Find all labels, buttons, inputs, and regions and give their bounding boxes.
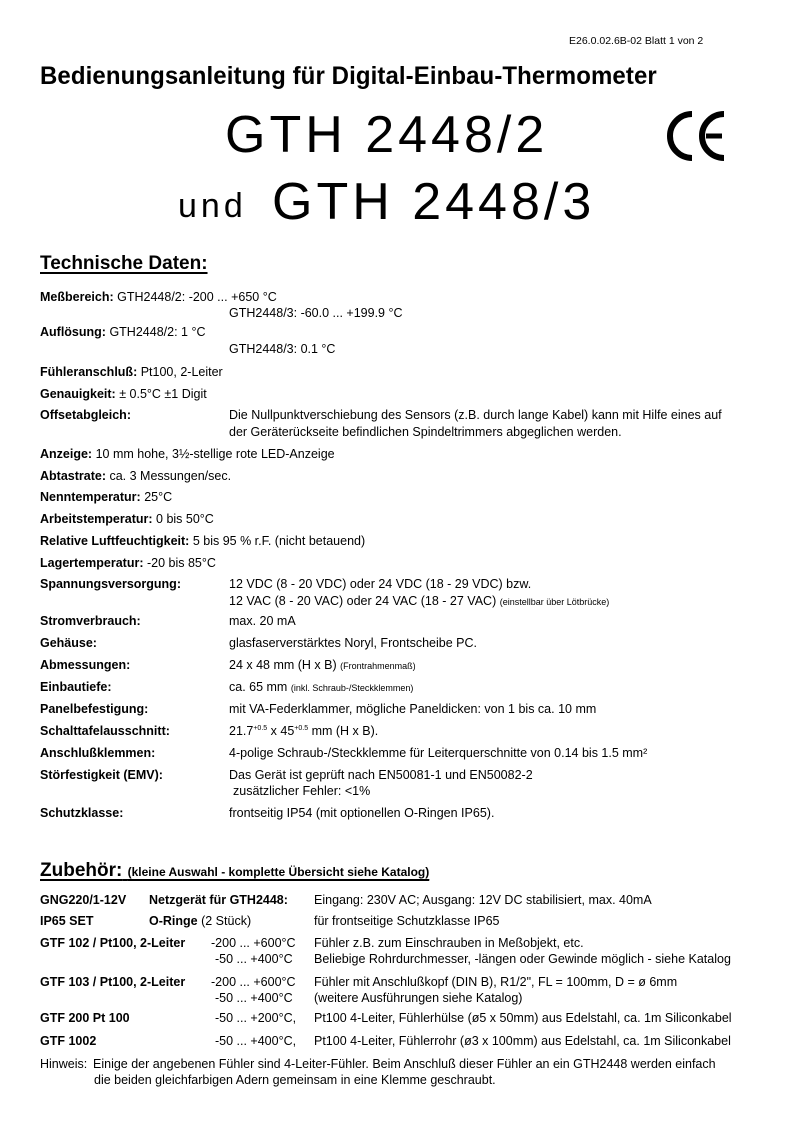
spec-relative-humidity bbox=[40, 534, 365, 548]
spec-power-supply-value-1: 12 VDC (8 - 20 VDC) oder 24 VDC (18 - 29 VDC) bzw. bbox=[229, 577, 532, 591]
spec-emc-label: Störfestigkeit (EMV): bbox=[40, 768, 163, 782]
spec-offset-label bbox=[40, 408, 131, 422]
spec-value: 10 mm hohe, 3½-stellige rote LED-Anzeige bbox=[95, 447, 335, 461]
spec-value: 12 VAC (8 - 20 VAC) oder 24 VAC (18 - 27 VAC) bbox=[229, 594, 497, 608]
spec-protection-class-value: frontseitig IP54 (mit optionellen O-Ringen IP65). bbox=[229, 806, 495, 820]
spec-installation-depth-label: Einbautiefe: bbox=[40, 680, 112, 694]
spec-label: Arbeitstemperatur: bbox=[40, 512, 153, 526]
spec-storage-temperature bbox=[40, 556, 216, 570]
section-heading-technical-data: Technische Daten: bbox=[40, 253, 208, 274]
spec-value: mm (H x B). bbox=[308, 724, 379, 738]
accessory-description: Pt100 4-Leiter, Fühlerhülse (ø5 x 50mm) aus Edelstahl, ca. 1m Siliconkabel bbox=[314, 1011, 732, 1025]
heading-subtitle: (kleine Auswahl - komplette Übersicht siehe Katalog) bbox=[127, 865, 430, 879]
spec-value: 0 bis 50°C bbox=[156, 512, 214, 526]
spec-panel-cutout-label: Schalttafelausschnitt: bbox=[40, 724, 170, 738]
spec-label: Relative Luftfeuchtigkeit: bbox=[40, 534, 190, 548]
accessory-description: Pt100 4-Leiter, Fühlerrohr (ø3 x 100mm) aus Edelstahl, ca. 1m Siliconkabel bbox=[314, 1034, 731, 1048]
section-heading-accessories bbox=[40, 860, 429, 882]
spec-label: Fühleranschluß: bbox=[40, 365, 138, 379]
spec-offset-value-2: der Geräterückseite befindlichen Spindeltrimmers abgeglichen werden. bbox=[229, 425, 622, 439]
note-text-1: Einige der angebenen Fühler sind 4-Leiter-Fühler. Beim Anschluß dieser Fühler an ein GTH2448 werden einfach bbox=[93, 1057, 716, 1071]
spec-value: 25°C bbox=[144, 490, 173, 504]
spec-label: Anzeige: bbox=[40, 447, 93, 461]
spec-value: Pt100, 2-Leiter bbox=[140, 365, 223, 379]
spec-note: (einstellbar über Lötbrücke) bbox=[499, 597, 610, 607]
accessory-description: Beliebige Rohrdurchmesser, -längen oder Gewinde möglich - siehe Katalog bbox=[314, 952, 731, 966]
spec-power-supply-label: Spannungsversorgung: bbox=[40, 577, 181, 591]
ce-mark-icon bbox=[664, 110, 728, 162]
spec-housing-value: glasfaserverstärktes Noryl, Frontscheibe PC. bbox=[229, 636, 478, 650]
tolerance: +0.5 bbox=[253, 725, 268, 732]
spec-value: 21.7 bbox=[229, 724, 254, 738]
spec-resolution-2: GTH2448/3: 0.1 °C bbox=[229, 342, 336, 356]
spec-value: 24 x 48 mm (H x B) bbox=[229, 658, 337, 672]
spec-label: Auflösung: bbox=[40, 325, 106, 339]
spec-emc-value-1: Das Gerät ist geprüft nach EN50081-1 und EN50082-2 bbox=[229, 768, 533, 782]
spec-note: (inkl. Schraub-/Steckklemmen) bbox=[290, 683, 414, 693]
spec-label: Abtastrate: bbox=[40, 469, 106, 483]
note-label: Hinweis: bbox=[40, 1057, 88, 1071]
accessory-code: GTF 102 / Pt100, 2-Leiter bbox=[40, 936, 186, 950]
spec-offset-value-1: Die Nullpunktverschiebung des Sensors (z.B. durch lange Kabel) kann mit Hilfe eines auf bbox=[229, 408, 722, 422]
spec-dimensions-label: Abmessungen: bbox=[40, 658, 131, 672]
spec-sensor-connection bbox=[40, 365, 223, 379]
spec-power-supply-value-2 bbox=[229, 594, 609, 608]
document-reference: E26.0.02.6B-02 Blatt 1 von 2 bbox=[569, 35, 704, 47]
accessory-range: -50 ... +400°C bbox=[215, 952, 293, 966]
spec-value: ± 0.5°C ±1 Digit bbox=[119, 387, 207, 401]
spec-label: Offsetabgleich: bbox=[40, 408, 131, 422]
spec-value: GTH2448/2: -200 ... +650 °C bbox=[117, 290, 277, 304]
accessory-name bbox=[149, 914, 251, 928]
spec-label: Meßbereich: bbox=[40, 290, 114, 304]
accessory-description: für frontseitige Schutzklasse IP65 bbox=[314, 914, 500, 928]
spec-protection-class-label: Schutzklasse: bbox=[40, 806, 124, 820]
accessory-code: GTF 103 / Pt100, 2-Leiter bbox=[40, 975, 186, 989]
spec-measuring-range bbox=[40, 290, 277, 304]
spec-emc-value-2: zusätzlicher Fehler: <1% bbox=[233, 784, 371, 798]
spec-panel-mounting-label: Panelbefestigung: bbox=[40, 702, 149, 716]
spec-operating-temperature bbox=[40, 512, 214, 526]
accessory-code: GNG220/1-12V bbox=[40, 893, 127, 907]
spec-housing-label: Gehäuse: bbox=[40, 636, 97, 650]
spec-nominal-temperature bbox=[40, 490, 172, 504]
accessory-range: -200 ... +600°C bbox=[211, 975, 296, 989]
spec-accuracy bbox=[40, 387, 207, 401]
spec-label: Genauigkeit: bbox=[40, 387, 116, 401]
accessory-code: IP65 SET bbox=[40, 914, 94, 928]
model-title-conjunction: und bbox=[178, 187, 247, 225]
tolerance: +0.5 bbox=[294, 725, 309, 732]
spec-label: Lagertemperatur: bbox=[40, 556, 144, 570]
model-title-2: GTH 2448/3 bbox=[272, 173, 596, 231]
spec-sample-rate bbox=[40, 469, 231, 483]
spec-power-consumption-value: max. 20 mA bbox=[229, 614, 296, 628]
spec-panel-cutout-value bbox=[229, 724, 378, 738]
accessory-description: (weitere Ausführungen siehe Katalog) bbox=[314, 991, 523, 1005]
accessory-description: Fühler z.B. zum Einschrauben in Meßobjekt, etc. bbox=[314, 936, 584, 950]
spec-value: GTH2448/2: 1 °C bbox=[109, 325, 206, 339]
spec-label: Nenntemperatur: bbox=[40, 490, 141, 504]
note-text-2: die beiden gleichfarbigen Adern gemeinsam in eine Klemme geschraubt. bbox=[94, 1073, 496, 1087]
spec-power-consumption-label: Stromverbrauch: bbox=[40, 614, 141, 628]
spec-measuring-range-2: GTH2448/3: -60.0 ... +199.9 °C bbox=[229, 306, 403, 320]
accessory-code: GTF 200 Pt 100 bbox=[40, 1011, 130, 1025]
spec-terminals-label: Anschlußklemmen: bbox=[40, 746, 156, 760]
accessory-name-suffix: (2 Stück) bbox=[201, 914, 252, 928]
accessory-code: GTF 1002 bbox=[40, 1034, 97, 1048]
spec-note: (Frontrahmenmaß) bbox=[340, 661, 416, 671]
heading-text: Zubehör: bbox=[40, 860, 123, 881]
spec-dimensions-value bbox=[229, 658, 416, 672]
spec-value: x 45 bbox=[267, 724, 295, 738]
accessory-name: Netzgerät für GTH2448: bbox=[149, 893, 288, 907]
accessory-description: Fühler mit Anschlußkopf (DIN B), R1/2", FL = 100mm, D = ø 6mm bbox=[314, 975, 678, 989]
spec-value: 5 bis 95 % r.F. (nicht betauend) bbox=[192, 534, 366, 548]
spec-display bbox=[40, 447, 335, 461]
model-title-1: GTH 2448/2 bbox=[225, 106, 549, 164]
spec-panel-mounting-value: mit VA-Federklammer, mögliche Paneldicken: von 1 bis ca. 10 mm bbox=[229, 702, 597, 716]
spec-resolution bbox=[40, 325, 205, 339]
page-title: Bedienungsanleitung für Digital-Einbau-Thermometer bbox=[40, 62, 657, 90]
accessory-description: Eingang: 230V AC; Ausgang: 12V DC stabilisiert, max. 40mA bbox=[314, 893, 652, 907]
accessory-range: -50 ... +400°C, bbox=[215, 1034, 297, 1048]
spec-value: -20 bis 85°C bbox=[146, 556, 216, 570]
accessory-name-text: O-Ringe bbox=[149, 914, 198, 928]
spec-installation-depth-value bbox=[229, 680, 413, 694]
spec-value: ca. 65 mm bbox=[229, 680, 288, 694]
accessory-range: -200 ... +600°C bbox=[211, 936, 296, 950]
spec-value: ca. 3 Messungen/sec. bbox=[109, 469, 232, 483]
accessory-range: -50 ... +400°C bbox=[215, 991, 293, 1005]
accessory-range: -50 ... +200°C, bbox=[215, 1011, 297, 1025]
spec-terminals-value: 4-polige Schraub-/Steckklemme für Leiterquerschnitte von 0.14 bis 1.5 mm² bbox=[229, 746, 648, 760]
